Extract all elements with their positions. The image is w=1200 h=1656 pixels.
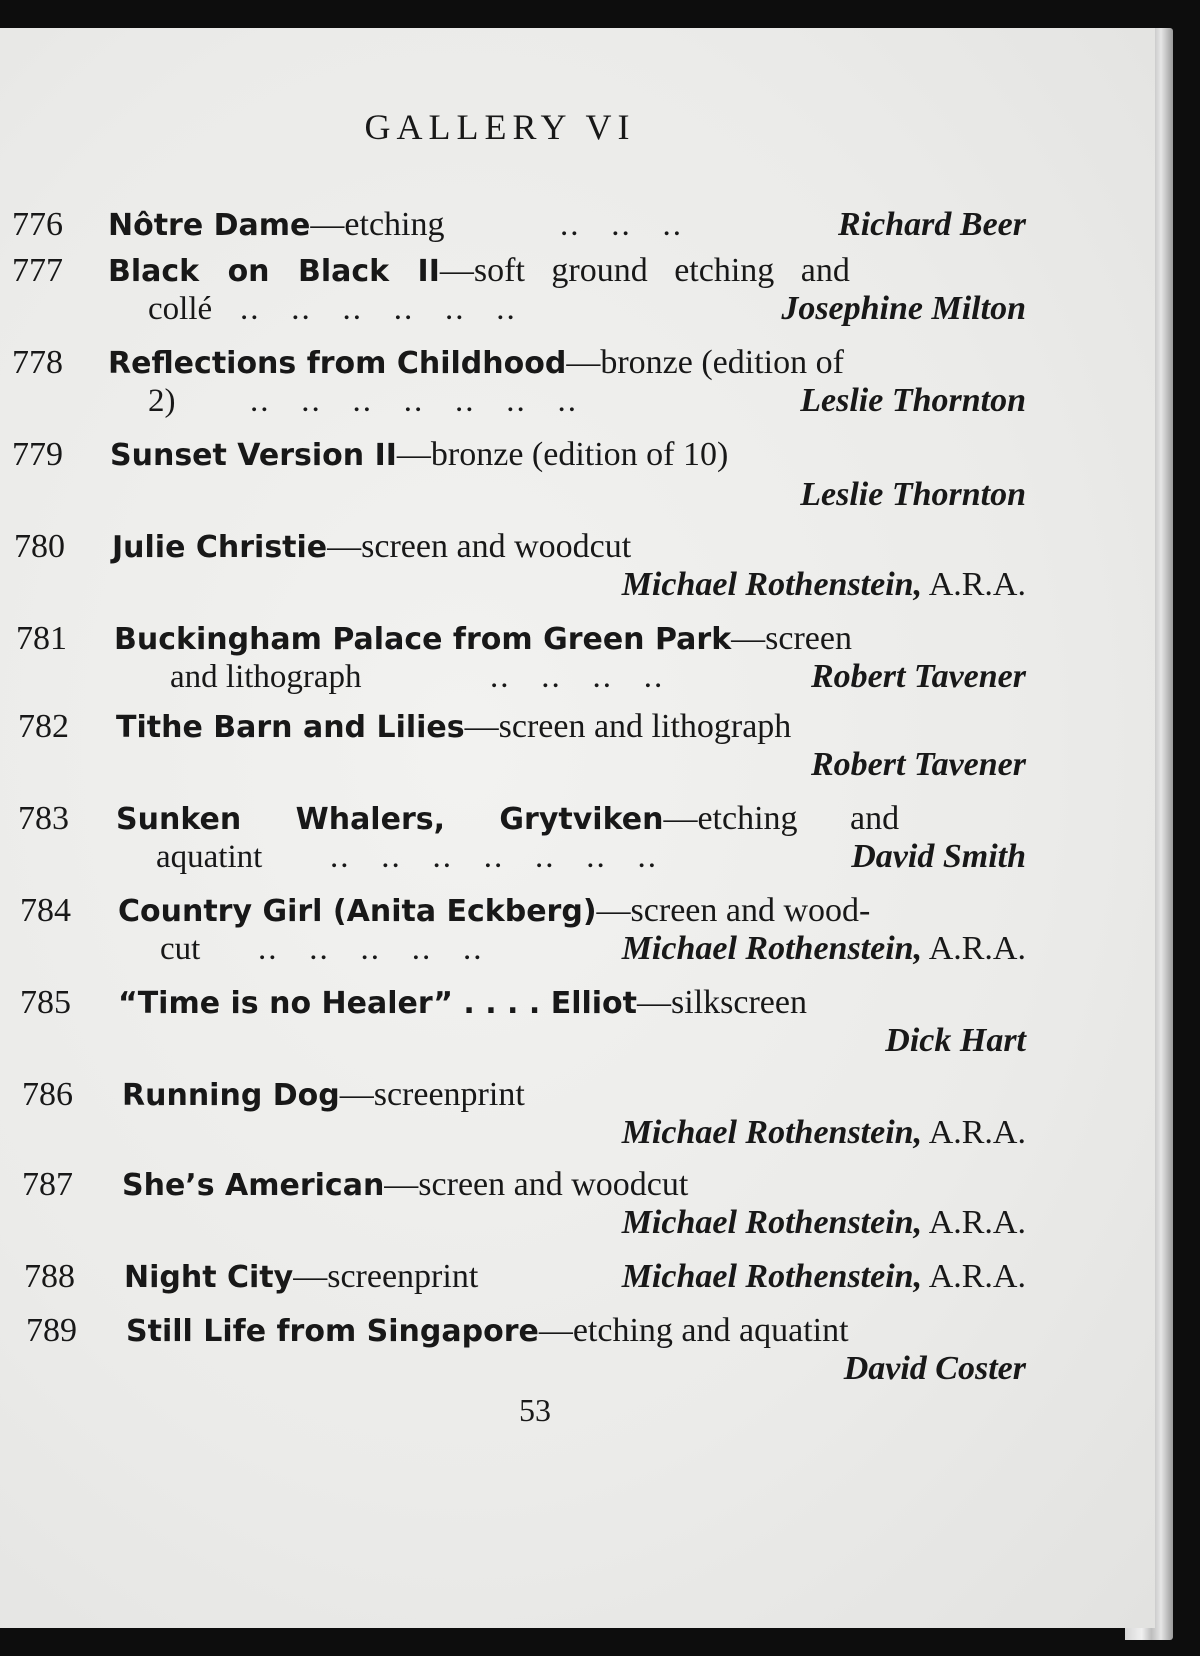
entry-title: Tithe Barn and Lilies — [116, 710, 465, 745]
entry-medium: —etching — [310, 206, 445, 243]
entry-artist — [622, 566, 1026, 604]
artist-name: Robert Tavener — [810, 746, 1026, 783]
artist-honour: A.R.A. — [922, 1258, 1026, 1295]
entry-artist — [781, 290, 1026, 328]
entry-line — [124, 1258, 478, 1297]
entry-title: She’s American — [122, 1168, 385, 1203]
entry-artist — [811, 746, 1026, 784]
entry-medium: —bronze (edition of — [566, 344, 844, 381]
artist-name: Josephine Milton — [781, 290, 1026, 327]
entry-line — [112, 528, 631, 567]
artist-name: David Coster — [843, 1350, 1026, 1387]
entry-artist — [800, 476, 1026, 514]
artist-honour: A.R.A. — [922, 566, 1026, 603]
entry-number: 778 — [12, 344, 63, 381]
leader-dots: .. .. .. .. — [490, 659, 665, 695]
entry-title: Sunken Whalers, Grytviken — [116, 802, 664, 837]
entry-number: 781 — [16, 620, 67, 657]
entry-number: 780 — [14, 528, 65, 565]
entry-continuation: aquatint — [156, 839, 263, 875]
entry-title: Country Girl (Anita Eckberg) — [118, 894, 597, 929]
catalogue-page — [0, 28, 1155, 1628]
leader-dots: .. .. .. .. .. .. .. — [250, 383, 578, 419]
artist-honour: A.R.A. — [922, 930, 1026, 967]
entry-line — [108, 344, 844, 383]
entry-number: 777 — [12, 252, 63, 289]
entry-title: Night City — [124, 1260, 294, 1295]
entry-title: Julie Christie — [112, 530, 328, 565]
entry-line — [116, 800, 899, 839]
entry-line — [118, 984, 807, 1023]
artist-name: Michael Rothenstein, — [621, 1204, 923, 1241]
leader-dots: .. .. .. — [560, 207, 683, 243]
artist-name: Dick Hart — [885, 1022, 1026, 1059]
artist-name: David Smith — [851, 838, 1026, 875]
entry-line — [114, 620, 852, 659]
entry-number: 776 — [12, 206, 63, 243]
entry-line — [122, 1076, 525, 1115]
artist-name: Michael Rothenstein, — [621, 566, 923, 603]
entry-line — [108, 206, 444, 245]
leader-dots: .. .. .. .. .. .. .. — [330, 839, 658, 875]
entry-continuation: cut — [160, 931, 201, 967]
entry-medium: —etching and — [663, 800, 900, 837]
entry-line — [126, 1312, 849, 1351]
entry-medium: —bronze (edition of 10) — [396, 436, 729, 473]
artist-name: Leslie Thornton — [800, 382, 1026, 419]
entry-medium: —screen and lithograph — [464, 708, 792, 745]
entry-title: Sunset Version II — [110, 438, 397, 473]
entry-artist — [622, 1204, 1026, 1242]
page-title: GALLERY VI — [364, 107, 636, 147]
entry-title: Reflections from Childhood — [108, 346, 567, 381]
page-number: 53 — [519, 1392, 551, 1428]
entry-artist — [622, 1114, 1026, 1152]
entry-continuation: and lithograph — [170, 659, 362, 695]
entry-line — [122, 1166, 688, 1205]
artist-name: Michael Rothenstein, — [621, 930, 923, 967]
entry-line — [108, 252, 850, 291]
artist-name: Leslie Thornton — [800, 476, 1026, 513]
entry-title: Black on Black II — [108, 254, 440, 289]
entry-artist — [851, 838, 1026, 876]
entry-artist — [622, 1258, 1026, 1296]
entry-title: Still Life from Singapore — [126, 1314, 539, 1349]
entry-title: “Time is no Healer” . . . . Elliot — [118, 986, 638, 1021]
entry-number: 786 — [22, 1076, 73, 1113]
leader-dots: .. .. .. .. .. — [258, 931, 484, 967]
entry-continuation: 2) — [148, 383, 176, 419]
entry-artist — [838, 206, 1026, 244]
entry-line — [118, 892, 870, 931]
entry-title: Running Dog — [122, 1078, 340, 1113]
entry-number: 787 — [22, 1166, 73, 1203]
entry-number: 783 — [18, 800, 69, 837]
leader-dots: .. .. .. .. .. .. — [240, 291, 517, 327]
entry-number: 785 — [20, 984, 71, 1021]
entry-number: 788 — [24, 1258, 75, 1295]
artist-name: Michael Rothenstein, — [621, 1114, 923, 1151]
entry-medium: —screen and wood- — [596, 892, 871, 929]
entry-artist — [885, 1022, 1026, 1060]
entry-number: 784 — [20, 892, 71, 929]
entry-artist — [622, 930, 1026, 968]
entry-medium: —etching and aquatint — [538, 1312, 849, 1349]
entry-artist — [844, 1350, 1026, 1388]
entry-line — [116, 708, 791, 747]
entry-title: Buckingham Palace from Green Park — [114, 622, 732, 657]
entry-number: 782 — [18, 708, 69, 745]
artist-name: Michael Rothenstein, — [621, 1258, 923, 1295]
entry-medium: —screen — [731, 620, 852, 657]
artist-honour: A.R.A. — [922, 1114, 1026, 1151]
artist-honour: A.R.A. — [922, 1204, 1026, 1241]
entry-continuation: collé — [148, 291, 213, 327]
entry-line — [110, 436, 728, 475]
entry-medium: —screen and woodcut — [327, 528, 632, 565]
artist-name: Robert Tavener — [810, 658, 1026, 695]
entry-medium: —screenprint — [293, 1258, 479, 1295]
entry-number: 789 — [26, 1312, 77, 1349]
entry-medium: —silkscreen — [637, 984, 807, 1021]
entry-number: 779 — [12, 436, 63, 473]
entry-title: Nôtre Dame — [108, 208, 311, 243]
entry-artist — [811, 658, 1026, 696]
entry-medium: —screen and woodcut — [384, 1166, 689, 1203]
entry-medium: —screenprint — [339, 1076, 525, 1113]
entry-medium: —soft ground etching and — [439, 252, 850, 289]
entry-artist — [800, 382, 1026, 420]
artist-name: Richard Beer — [838, 206, 1026, 243]
